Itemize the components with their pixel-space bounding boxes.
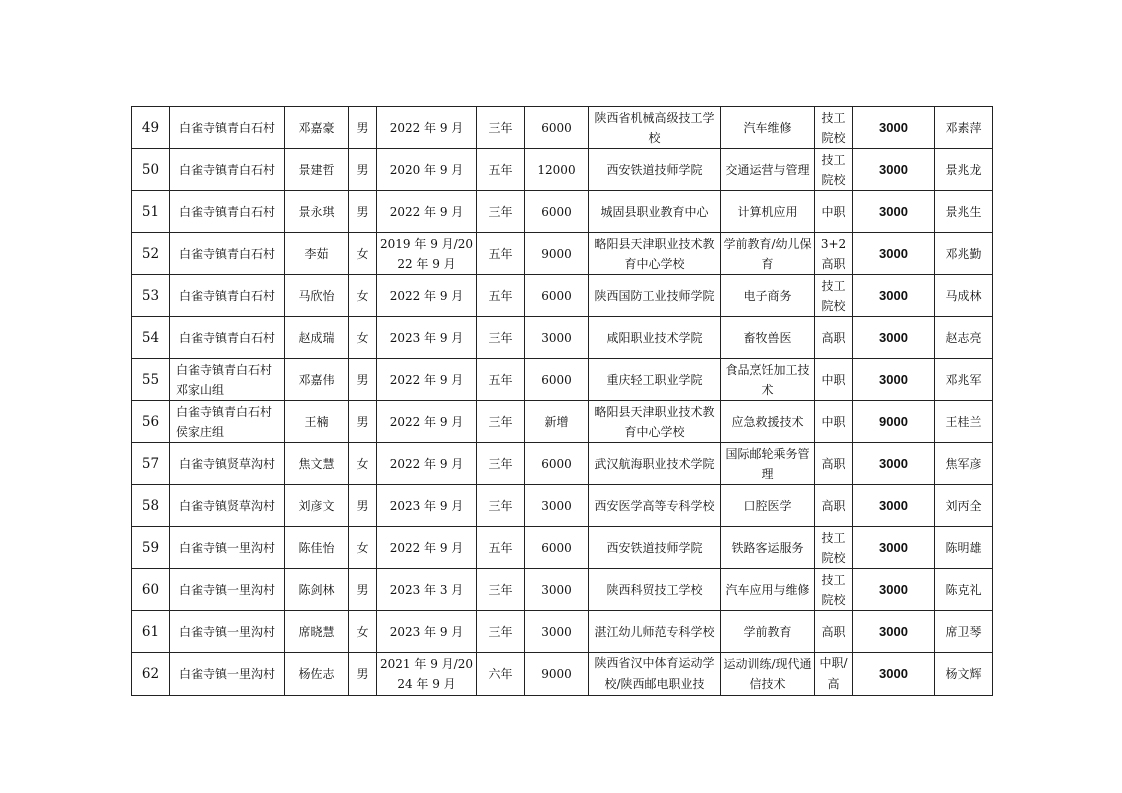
student-name-cell: 邓嘉豪 bbox=[285, 107, 349, 149]
school-cell: 略阳县天津职业技术教育中心学校 bbox=[589, 401, 721, 443]
row-number: 57 bbox=[132, 443, 170, 485]
enrollment-date-cell: 2020 年 9 月 bbox=[377, 149, 477, 191]
subsidy-cell: 3000 bbox=[853, 191, 935, 233]
gender-cell: 男 bbox=[349, 107, 377, 149]
level-cell: 中职 bbox=[815, 359, 853, 401]
school-cell: 武汉航海职业技术学院 bbox=[589, 443, 721, 485]
duration-cell: 三年 bbox=[477, 401, 525, 443]
level-cell: 技工院校 bbox=[815, 149, 853, 191]
guardian-cell: 邓素萍 bbox=[935, 107, 993, 149]
guardian-cell: 景兆龙 bbox=[935, 149, 993, 191]
row-number: 50 bbox=[132, 149, 170, 191]
village-cell: 白雀寺镇贤草沟村 bbox=[170, 443, 285, 485]
gender-cell: 女 bbox=[349, 443, 377, 485]
amount-cell: 12000 bbox=[525, 149, 589, 191]
row-number: 58 bbox=[132, 485, 170, 527]
enrollment-date-cell: 2023 年 9 月 bbox=[377, 317, 477, 359]
table-row bbox=[132, 191, 993, 233]
guardian-cell: 陈明雄 bbox=[935, 527, 993, 569]
subsidy-cell: 3000 bbox=[853, 485, 935, 527]
duration-cell: 三年 bbox=[477, 443, 525, 485]
student-name-cell: 陈佳怡 bbox=[285, 527, 349, 569]
student-name-cell: 邓嘉伟 bbox=[285, 359, 349, 401]
village-cell: 白雀寺镇青白石村邓家山组 bbox=[170, 359, 285, 401]
table-row bbox=[132, 233, 993, 275]
guardian-cell: 席卫琴 bbox=[935, 611, 993, 653]
gender-cell: 男 bbox=[349, 359, 377, 401]
gender-cell: 男 bbox=[349, 191, 377, 233]
village-cell: 白雀寺镇青白石村 bbox=[170, 275, 285, 317]
level-cell: 高职 bbox=[815, 611, 853, 653]
duration-cell: 三年 bbox=[477, 317, 525, 359]
enrollment-date-cell: 2023 年 3 月 bbox=[377, 569, 477, 611]
village-cell: 白雀寺镇青白石村 bbox=[170, 107, 285, 149]
amount-cell: 6000 bbox=[525, 527, 589, 569]
major-cell: 畜牧兽医 bbox=[721, 317, 815, 359]
enrollment-date-cell: 2022 年 9 月 bbox=[377, 359, 477, 401]
row-number: 56 bbox=[132, 401, 170, 443]
student-name-cell: 李茹 bbox=[285, 233, 349, 275]
enrollment-date-cell: 2022 年 9 月 bbox=[377, 527, 477, 569]
student-name-cell: 杨佐志 bbox=[285, 653, 349, 696]
row-number: 55 bbox=[132, 359, 170, 401]
table-row bbox=[132, 275, 993, 317]
subsidy-cell: 3000 bbox=[853, 149, 935, 191]
row-number: 52 bbox=[132, 233, 170, 275]
guardian-cell: 刘丙全 bbox=[935, 485, 993, 527]
gender-cell: 男 bbox=[349, 149, 377, 191]
level-cell: 技工院校 bbox=[815, 527, 853, 569]
row-number: 53 bbox=[132, 275, 170, 317]
enrollment-date-cell: 2019 年 9 月/2022 年 9 月 bbox=[377, 233, 477, 275]
guardian-cell: 杨文辉 bbox=[935, 653, 993, 696]
village-cell: 白雀寺镇青白石村 bbox=[170, 317, 285, 359]
table-row bbox=[132, 485, 993, 527]
table-row bbox=[132, 401, 993, 443]
table-row bbox=[132, 527, 993, 569]
school-cell: 陕西省汉中体育运动学校/陕西邮电职业技 bbox=[589, 653, 721, 696]
amount-cell: 3000 bbox=[525, 485, 589, 527]
subsidy-cell: 3000 bbox=[853, 653, 935, 696]
level-cell: 技工院校 bbox=[815, 275, 853, 317]
guardian-cell: 焦军彦 bbox=[935, 443, 993, 485]
guardian-cell: 景兆生 bbox=[935, 191, 993, 233]
school-cell: 陕西国防工业技师学院 bbox=[589, 275, 721, 317]
amount-cell: 9000 bbox=[525, 233, 589, 275]
amount-cell: 6000 bbox=[525, 275, 589, 317]
table-row bbox=[132, 611, 993, 653]
subsidy-cell: 3000 bbox=[853, 527, 935, 569]
amount-cell: 6000 bbox=[525, 191, 589, 233]
duration-cell: 六年 bbox=[477, 653, 525, 696]
major-cell: 电子商务 bbox=[721, 275, 815, 317]
row-number: 62 bbox=[132, 653, 170, 696]
subsidy-cell: 3000 bbox=[853, 317, 935, 359]
gender-cell: 女 bbox=[349, 317, 377, 359]
student-name-cell: 王楠 bbox=[285, 401, 349, 443]
table-row bbox=[132, 149, 993, 191]
student-name-cell: 焦文慧 bbox=[285, 443, 349, 485]
school-cell: 西安铁道技师学院 bbox=[589, 149, 721, 191]
major-cell: 口腔医学 bbox=[721, 485, 815, 527]
village-cell: 白雀寺镇青白石村 bbox=[170, 191, 285, 233]
major-cell: 汽车应用与维修 bbox=[721, 569, 815, 611]
duration-cell: 五年 bbox=[477, 149, 525, 191]
amount-cell: 6000 bbox=[525, 443, 589, 485]
subsidy-cell: 9000 bbox=[853, 401, 935, 443]
duration-cell: 三年 bbox=[477, 191, 525, 233]
school-cell: 略阳县天津职业技术教育中心学校 bbox=[589, 233, 721, 275]
major-cell: 食品烹饪加工技术 bbox=[721, 359, 815, 401]
duration-cell: 五年 bbox=[477, 359, 525, 401]
major-cell: 国际邮轮乘务管理 bbox=[721, 443, 815, 485]
guardian-cell: 王桂兰 bbox=[935, 401, 993, 443]
row-number: 51 bbox=[132, 191, 170, 233]
duration-cell: 三年 bbox=[477, 107, 525, 149]
major-cell: 学前教育/幼儿保育 bbox=[721, 233, 815, 275]
duration-cell: 三年 bbox=[477, 485, 525, 527]
table-row bbox=[132, 107, 993, 149]
level-cell: 高职 bbox=[815, 485, 853, 527]
gender-cell: 女 bbox=[349, 275, 377, 317]
row-number: 60 bbox=[132, 569, 170, 611]
enrollment-date-cell: 2022 年 9 月 bbox=[377, 443, 477, 485]
enrollment-date-cell: 2021 年 9 月/2024 年 9 月 bbox=[377, 653, 477, 696]
gender-cell: 女 bbox=[349, 611, 377, 653]
level-cell: 技工院校 bbox=[815, 569, 853, 611]
school-cell: 西安医学高等专科学校 bbox=[589, 485, 721, 527]
enrollment-date-cell: 2022 年 9 月 bbox=[377, 401, 477, 443]
village-cell: 白雀寺镇青白石村 bbox=[170, 149, 285, 191]
village-cell: 白雀寺镇一里沟村 bbox=[170, 527, 285, 569]
guardian-cell: 陈克礼 bbox=[935, 569, 993, 611]
village-cell: 白雀寺镇一里沟村 bbox=[170, 611, 285, 653]
table-row bbox=[132, 653, 993, 696]
duration-cell: 三年 bbox=[477, 569, 525, 611]
student-name-cell: 马欣怡 bbox=[285, 275, 349, 317]
school-cell: 陕西科贸技工学校 bbox=[589, 569, 721, 611]
subsidy-cell: 3000 bbox=[853, 275, 935, 317]
student-name-cell: 席晓慧 bbox=[285, 611, 349, 653]
amount-cell: 6000 bbox=[525, 359, 589, 401]
student-name-cell: 景建哲 bbox=[285, 149, 349, 191]
major-cell: 汽车维修 bbox=[721, 107, 815, 149]
subsidy-cell: 3000 bbox=[853, 359, 935, 401]
guardian-cell: 邓兆军 bbox=[935, 359, 993, 401]
guardian-cell: 邓兆勤 bbox=[935, 233, 993, 275]
major-cell: 计算机应用 bbox=[721, 191, 815, 233]
enrollment-date-cell: 2022 年 9 月 bbox=[377, 107, 477, 149]
major-cell: 应急救援技术 bbox=[721, 401, 815, 443]
row-number: 59 bbox=[132, 527, 170, 569]
level-cell: 中职/高 bbox=[815, 653, 853, 696]
level-cell: 高职 bbox=[815, 443, 853, 485]
village-cell: 白雀寺镇一里沟村 bbox=[170, 653, 285, 696]
student-name-cell: 刘彦文 bbox=[285, 485, 349, 527]
enrollment-date-cell: 2022 年 9 月 bbox=[377, 275, 477, 317]
guardian-cell: 马成林 bbox=[935, 275, 993, 317]
amount-cell: 3000 bbox=[525, 317, 589, 359]
duration-cell: 五年 bbox=[477, 233, 525, 275]
gender-cell: 男 bbox=[349, 485, 377, 527]
school-cell: 重庆轻工职业学院 bbox=[589, 359, 721, 401]
subsidy-cell: 3000 bbox=[853, 107, 935, 149]
duration-cell: 三年 bbox=[477, 611, 525, 653]
village-cell: 白雀寺镇青白石村 bbox=[170, 233, 285, 275]
student-subsidy-table bbox=[131, 106, 993, 696]
table-row bbox=[132, 443, 993, 485]
major-cell: 学前教育 bbox=[721, 611, 815, 653]
enrollment-date-cell: 2022 年 9 月 bbox=[377, 191, 477, 233]
village-cell: 白雀寺镇一里沟村 bbox=[170, 569, 285, 611]
major-cell: 运动训练/现代通信技术 bbox=[721, 653, 815, 696]
student-name-cell: 景永琪 bbox=[285, 191, 349, 233]
school-cell: 西安铁道技师学院 bbox=[589, 527, 721, 569]
student-name-cell: 陈剑林 bbox=[285, 569, 349, 611]
gender-cell: 男 bbox=[349, 401, 377, 443]
amount-cell: 9000 bbox=[525, 653, 589, 696]
level-cell: 3+2高职 bbox=[815, 233, 853, 275]
school-cell: 咸阳职业技术学院 bbox=[589, 317, 721, 359]
amount-cell: 3000 bbox=[525, 611, 589, 653]
enrollment-date-cell: 2023 年 9 月 bbox=[377, 485, 477, 527]
amount-cell: 3000 bbox=[525, 569, 589, 611]
gender-cell: 女 bbox=[349, 233, 377, 275]
table-row bbox=[132, 569, 993, 611]
major-cell: 铁路客运服务 bbox=[721, 527, 815, 569]
major-cell: 交通运营与管理 bbox=[721, 149, 815, 191]
gender-cell: 男 bbox=[349, 653, 377, 696]
duration-cell: 五年 bbox=[477, 275, 525, 317]
level-cell: 中职 bbox=[815, 191, 853, 233]
subsidy-cell: 3000 bbox=[853, 569, 935, 611]
row-number: 49 bbox=[132, 107, 170, 149]
level-cell: 高职 bbox=[815, 317, 853, 359]
subsidy-cell: 3000 bbox=[853, 233, 935, 275]
school-cell: 城固县职业教育中心 bbox=[589, 191, 721, 233]
row-number: 54 bbox=[132, 317, 170, 359]
subsidy-cell: 3000 bbox=[853, 611, 935, 653]
village-cell: 白雀寺镇青白石村侯家庄组 bbox=[170, 401, 285, 443]
enrollment-date-cell: 2023 年 9 月 bbox=[377, 611, 477, 653]
table-row bbox=[132, 359, 993, 401]
amount-cell: 6000 bbox=[525, 107, 589, 149]
guardian-cell: 赵志亮 bbox=[935, 317, 993, 359]
school-cell: 湛江幼儿师范专科学校 bbox=[589, 611, 721, 653]
level-cell: 技工院校 bbox=[815, 107, 853, 149]
village-cell: 白雀寺镇贤草沟村 bbox=[170, 485, 285, 527]
table-row bbox=[132, 317, 993, 359]
amount-cell: 新增 bbox=[525, 401, 589, 443]
student-name-cell: 赵成瑞 bbox=[285, 317, 349, 359]
row-number: 61 bbox=[132, 611, 170, 653]
gender-cell: 男 bbox=[349, 569, 377, 611]
gender-cell: 女 bbox=[349, 527, 377, 569]
subsidy-cell: 3000 bbox=[853, 443, 935, 485]
school-cell: 陕西省机械高级技工学校 bbox=[589, 107, 721, 149]
duration-cell: 五年 bbox=[477, 527, 525, 569]
level-cell: 中职 bbox=[815, 401, 853, 443]
